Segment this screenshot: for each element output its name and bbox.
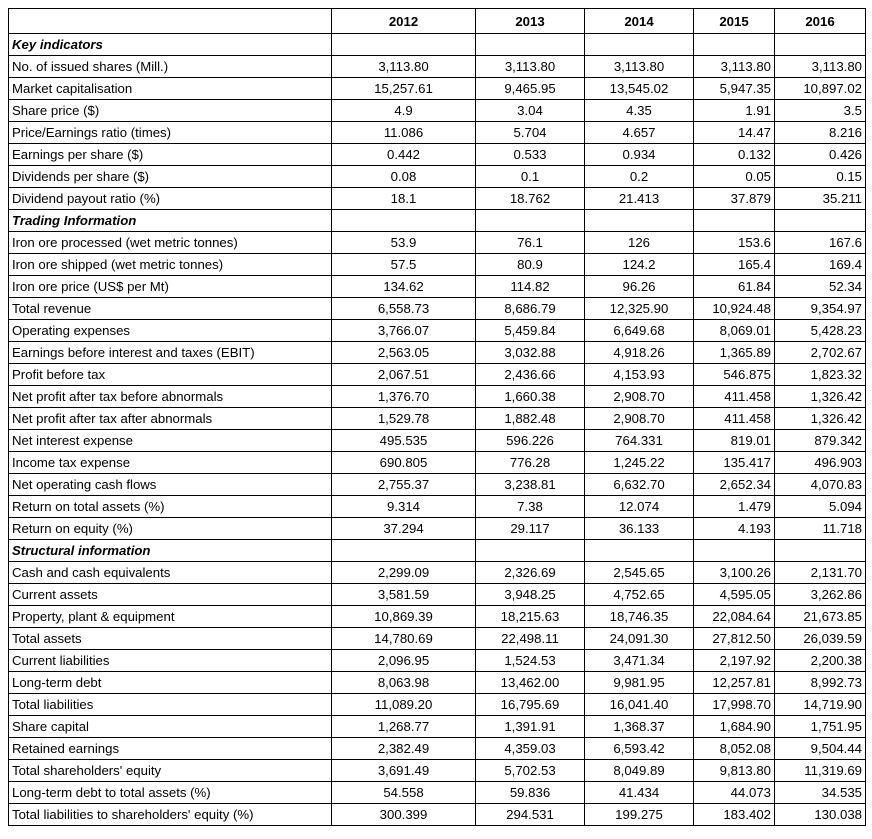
year-header: 2012 xyxy=(332,9,476,34)
value-cell xyxy=(694,210,775,232)
value-cell: 22,084.64 xyxy=(694,606,775,628)
row-label: Income tax expense xyxy=(9,452,332,474)
value-cell: 57.5 xyxy=(332,254,476,276)
value-cell: 44.073 xyxy=(694,782,775,804)
table-row xyxy=(9,474,866,496)
value-cell: 17,998.70 xyxy=(694,694,775,716)
value-cell xyxy=(476,34,585,56)
table-row xyxy=(9,298,866,320)
value-cell: 27,812.50 xyxy=(694,628,775,650)
value-cell: 18.1 xyxy=(332,188,476,210)
row-label: Earnings per share ($) xyxy=(9,144,332,166)
value-cell xyxy=(694,34,775,56)
value-cell: 11.086 xyxy=(332,122,476,144)
value-cell: 6,649.68 xyxy=(585,320,694,342)
value-cell: 0.533 xyxy=(476,144,585,166)
value-cell: 34.535 xyxy=(775,782,866,804)
value-cell xyxy=(332,210,476,232)
value-cell: 4,752.65 xyxy=(585,584,694,606)
value-cell: 18,215.63 xyxy=(476,606,585,628)
value-cell: 16,041.40 xyxy=(585,694,694,716)
value-cell xyxy=(585,210,694,232)
row-label: Cash and cash equivalents xyxy=(9,562,332,584)
value-cell: 4.193 xyxy=(694,518,775,540)
value-cell: 2,755.37 xyxy=(332,474,476,496)
table-row xyxy=(9,760,866,782)
value-cell: 37.294 xyxy=(332,518,476,540)
value-cell: 9,981.95 xyxy=(585,672,694,694)
section-heading: Structural information xyxy=(9,540,332,562)
value-cell: 165.4 xyxy=(694,254,775,276)
row-label: Earnings before interest and taxes (EBIT) xyxy=(9,342,332,364)
value-cell: 3,948.25 xyxy=(476,584,585,606)
header-row xyxy=(9,9,866,34)
header-empty-cell xyxy=(9,9,332,34)
value-cell: 6,558.73 xyxy=(332,298,476,320)
table-row xyxy=(9,518,866,540)
value-cell: 411.458 xyxy=(694,386,775,408)
row-label: Return on equity (%) xyxy=(9,518,332,540)
table-row xyxy=(9,430,866,452)
value-cell: 1,245.22 xyxy=(585,452,694,474)
row-label: Dividends per share ($) xyxy=(9,166,332,188)
value-cell: 0.934 xyxy=(585,144,694,166)
section-heading: Key indicators xyxy=(9,34,332,56)
table-row xyxy=(9,342,866,364)
table-row xyxy=(9,738,866,760)
value-cell: 2,197.92 xyxy=(694,650,775,672)
year-header: 2016 xyxy=(775,9,866,34)
value-cell: 26,039.59 xyxy=(775,628,866,650)
value-cell: 12,257.81 xyxy=(694,672,775,694)
value-cell: 4,070.83 xyxy=(775,474,866,496)
value-cell: 3,113.80 xyxy=(585,56,694,78)
value-cell: 12.074 xyxy=(585,496,694,518)
value-cell: 1,365.89 xyxy=(694,342,775,364)
value-cell: 9,504.44 xyxy=(775,738,866,760)
row-label: Total revenue xyxy=(9,298,332,320)
year-header: 2015 xyxy=(694,9,775,34)
value-cell: 13,545.02 xyxy=(585,78,694,100)
financial-summary-table xyxy=(8,8,866,826)
table-row xyxy=(9,56,866,78)
value-cell: 37.879 xyxy=(694,188,775,210)
table-row xyxy=(9,782,866,804)
table-row xyxy=(9,188,866,210)
value-cell: 2,131.70 xyxy=(775,562,866,584)
value-cell: 16,795.69 xyxy=(476,694,585,716)
value-cell: 2,326.69 xyxy=(476,562,585,584)
value-cell: 6,632.70 xyxy=(585,474,694,496)
value-cell: 8,069.01 xyxy=(694,320,775,342)
value-cell: 18,746.35 xyxy=(585,606,694,628)
value-cell: 0.442 xyxy=(332,144,476,166)
value-cell xyxy=(585,540,694,562)
value-cell: 13,462.00 xyxy=(476,672,585,694)
value-cell: 169.4 xyxy=(775,254,866,276)
row-label: Net profit after tax before abnormals xyxy=(9,386,332,408)
value-cell: 3,262.86 xyxy=(775,584,866,606)
value-cell: 1,882.48 xyxy=(476,408,585,430)
value-cell: 2,908.70 xyxy=(585,408,694,430)
table-row xyxy=(9,672,866,694)
value-cell: 10,869.39 xyxy=(332,606,476,628)
table-row xyxy=(9,364,866,386)
value-cell: 2,652.34 xyxy=(694,474,775,496)
value-cell: 0.15 xyxy=(775,166,866,188)
row-label: Return on total assets (%) xyxy=(9,496,332,518)
value-cell: 3,581.59 xyxy=(332,584,476,606)
row-label: Operating expenses xyxy=(9,320,332,342)
value-cell: 2,200.38 xyxy=(775,650,866,672)
table-row xyxy=(9,584,866,606)
value-cell: 3,471.34 xyxy=(585,650,694,672)
table-row xyxy=(9,320,866,342)
value-cell xyxy=(775,34,866,56)
value-cell: 0.426 xyxy=(775,144,866,166)
value-cell: 135.417 xyxy=(694,452,775,474)
value-cell: 3,032.88 xyxy=(476,342,585,364)
value-cell xyxy=(332,540,476,562)
section-row xyxy=(9,540,866,562)
value-cell: 7.38 xyxy=(476,496,585,518)
value-cell: 8,686.79 xyxy=(476,298,585,320)
row-label: Current liabilities xyxy=(9,650,332,672)
value-cell xyxy=(694,540,775,562)
value-cell: 1,326.42 xyxy=(775,408,866,430)
value-cell: 764.331 xyxy=(585,430,694,452)
value-cell: 1,376.70 xyxy=(332,386,476,408)
value-cell: 35.211 xyxy=(775,188,866,210)
table-row xyxy=(9,694,866,716)
value-cell: 54.558 xyxy=(332,782,476,804)
value-cell: 76.1 xyxy=(476,232,585,254)
value-cell xyxy=(476,540,585,562)
value-cell: 3,766.07 xyxy=(332,320,476,342)
table-row xyxy=(9,562,866,584)
value-cell: 14,780.69 xyxy=(332,628,476,650)
value-cell: 496.903 xyxy=(775,452,866,474)
value-cell: 879.342 xyxy=(775,430,866,452)
value-cell: 4.657 xyxy=(585,122,694,144)
value-cell: 12,325.90 xyxy=(585,298,694,320)
value-cell: 21,673.85 xyxy=(775,606,866,628)
row-label: Total liabilities to shareholders' equity (%) xyxy=(9,804,332,826)
value-cell: 8.216 xyxy=(775,122,866,144)
value-cell: 3,238.81 xyxy=(476,474,585,496)
value-cell: 53.9 xyxy=(332,232,476,254)
table-row xyxy=(9,716,866,738)
table-row xyxy=(9,606,866,628)
value-cell: 3.5 xyxy=(775,100,866,122)
row-label: Iron ore price (US$ per Mt) xyxy=(9,276,332,298)
value-cell: 2,545.65 xyxy=(585,562,694,584)
value-cell: 4,595.05 xyxy=(694,584,775,606)
value-cell: 1,391.91 xyxy=(476,716,585,738)
value-cell: 8,052.08 xyxy=(694,738,775,760)
value-cell: 29.117 xyxy=(476,518,585,540)
table-row xyxy=(9,232,866,254)
value-cell: 2,563.05 xyxy=(332,342,476,364)
value-cell: 14,719.90 xyxy=(775,694,866,716)
row-label: Total liabilities xyxy=(9,694,332,716)
value-cell: 1,524.53 xyxy=(476,650,585,672)
value-cell: 10,924.48 xyxy=(694,298,775,320)
value-cell: 1.91 xyxy=(694,100,775,122)
value-cell: 0.08 xyxy=(332,166,476,188)
value-cell: 5.094 xyxy=(775,496,866,518)
value-cell xyxy=(332,34,476,56)
value-cell: 11,089.20 xyxy=(332,694,476,716)
table-row xyxy=(9,496,866,518)
value-cell: 124.2 xyxy=(585,254,694,276)
value-cell: 3,113.80 xyxy=(332,56,476,78)
value-cell: 2,436.66 xyxy=(476,364,585,386)
value-cell: 819.01 xyxy=(694,430,775,452)
row-label: Net interest expense xyxy=(9,430,332,452)
value-cell: 1,529.78 xyxy=(332,408,476,430)
section-row xyxy=(9,210,866,232)
table-row xyxy=(9,386,866,408)
row-label: Share capital xyxy=(9,716,332,738)
row-label: Net operating cash flows xyxy=(9,474,332,496)
row-label: Current assets xyxy=(9,584,332,606)
value-cell: 5,702.53 xyxy=(476,760,585,782)
row-label: Net profit after tax after abnormals xyxy=(9,408,332,430)
value-cell: 11,319.69 xyxy=(775,760,866,782)
table-row xyxy=(9,78,866,100)
row-label: Total assets xyxy=(9,628,332,650)
value-cell: 5,428.23 xyxy=(775,320,866,342)
value-cell: 15,257.61 xyxy=(332,78,476,100)
value-cell: 2,382.49 xyxy=(332,738,476,760)
value-cell: 411.458 xyxy=(694,408,775,430)
table-row xyxy=(9,408,866,430)
row-label: Long-term debt xyxy=(9,672,332,694)
value-cell: 21.413 xyxy=(585,188,694,210)
value-cell: 134.62 xyxy=(332,276,476,298)
value-cell: 5,459.84 xyxy=(476,320,585,342)
value-cell xyxy=(775,540,866,562)
value-cell: 167.6 xyxy=(775,232,866,254)
table-row xyxy=(9,276,866,298)
value-cell: 24,091.30 xyxy=(585,628,694,650)
row-label: Share price ($) xyxy=(9,100,332,122)
value-cell: 0.05 xyxy=(694,166,775,188)
year-header: 2014 xyxy=(585,9,694,34)
value-cell: 1,684.90 xyxy=(694,716,775,738)
value-cell: 61.84 xyxy=(694,276,775,298)
value-cell: 300.399 xyxy=(332,804,476,826)
value-cell: 9,813.80 xyxy=(694,760,775,782)
value-cell: 495.535 xyxy=(332,430,476,452)
value-cell: 1,268.77 xyxy=(332,716,476,738)
value-cell: 690.805 xyxy=(332,452,476,474)
value-cell: 4.9 xyxy=(332,100,476,122)
value-cell: 14.47 xyxy=(694,122,775,144)
value-cell: 546.875 xyxy=(694,364,775,386)
value-cell: 0.2 xyxy=(585,166,694,188)
value-cell: 294.531 xyxy=(476,804,585,826)
value-cell: 22,498.11 xyxy=(476,628,585,650)
value-cell: 59.836 xyxy=(476,782,585,804)
row-label: Iron ore processed (wet metric tonnes) xyxy=(9,232,332,254)
value-cell: 3,113.80 xyxy=(476,56,585,78)
value-cell: 1,751.95 xyxy=(775,716,866,738)
value-cell: 96.26 xyxy=(585,276,694,298)
year-header: 2013 xyxy=(476,9,585,34)
table-row xyxy=(9,144,866,166)
value-cell xyxy=(585,34,694,56)
value-cell: 52.34 xyxy=(775,276,866,298)
value-cell: 18.762 xyxy=(476,188,585,210)
value-cell: 776.28 xyxy=(476,452,585,474)
value-cell: 36.133 xyxy=(585,518,694,540)
table-row xyxy=(9,166,866,188)
value-cell: 2,908.70 xyxy=(585,386,694,408)
table-row xyxy=(9,628,866,650)
value-cell: 1,660.38 xyxy=(476,386,585,408)
row-label: Price/Earnings ratio (times) xyxy=(9,122,332,144)
value-cell: 199.275 xyxy=(585,804,694,826)
table-row xyxy=(9,100,866,122)
table-row xyxy=(9,650,866,672)
row-label: Dividend payout ratio (%) xyxy=(9,188,332,210)
value-cell: 1,326.42 xyxy=(775,386,866,408)
value-cell: 4,153.93 xyxy=(585,364,694,386)
table-row xyxy=(9,254,866,276)
row-label: Iron ore shipped (wet metric tonnes) xyxy=(9,254,332,276)
table-row xyxy=(9,452,866,474)
value-cell: 11.718 xyxy=(775,518,866,540)
value-cell: 183.402 xyxy=(694,804,775,826)
value-cell: 126 xyxy=(585,232,694,254)
section-heading: Trading Information xyxy=(9,210,332,232)
value-cell: 8,063.98 xyxy=(332,672,476,694)
value-cell: 4,918.26 xyxy=(585,342,694,364)
value-cell: 3.04 xyxy=(476,100,585,122)
value-cell: 9.314 xyxy=(332,496,476,518)
value-cell xyxy=(775,210,866,232)
row-label: Total shareholders' equity xyxy=(9,760,332,782)
value-cell: 10,897.02 xyxy=(775,78,866,100)
value-cell: 8,049.89 xyxy=(585,760,694,782)
value-cell: 41.434 xyxy=(585,782,694,804)
value-cell: 5.704 xyxy=(476,122,585,144)
value-cell: 4,359.03 xyxy=(476,738,585,760)
table-body xyxy=(9,34,866,826)
value-cell: 2,096.95 xyxy=(332,650,476,672)
table-row xyxy=(9,804,866,826)
value-cell: 8,992.73 xyxy=(775,672,866,694)
value-cell: 596.226 xyxy=(476,430,585,452)
value-cell: 1.479 xyxy=(694,496,775,518)
value-cell: 0.1 xyxy=(476,166,585,188)
table-row xyxy=(9,122,866,144)
value-cell: 9,465.95 xyxy=(476,78,585,100)
row-label: No. of issued shares (Mill.) xyxy=(9,56,332,78)
value-cell xyxy=(476,210,585,232)
value-cell: 130.038 xyxy=(775,804,866,826)
value-cell: 114.82 xyxy=(476,276,585,298)
value-cell: 5,947.35 xyxy=(694,78,775,100)
value-cell: 6,593.42 xyxy=(585,738,694,760)
row-label: Property, plant & equipment xyxy=(9,606,332,628)
value-cell: 2,702.67 xyxy=(775,342,866,364)
value-cell: 0.132 xyxy=(694,144,775,166)
value-cell: 153.6 xyxy=(694,232,775,254)
value-cell: 80.9 xyxy=(476,254,585,276)
value-cell: 4.35 xyxy=(585,100,694,122)
value-cell: 3,100.26 xyxy=(694,562,775,584)
value-cell: 3,113.80 xyxy=(694,56,775,78)
value-cell: 9,354.97 xyxy=(775,298,866,320)
row-label: Retained earnings xyxy=(9,738,332,760)
value-cell: 3,113.80 xyxy=(775,56,866,78)
value-cell: 2,067.51 xyxy=(332,364,476,386)
row-label: Market capitalisation xyxy=(9,78,332,100)
value-cell: 3,691.49 xyxy=(332,760,476,782)
value-cell: 1,823.32 xyxy=(775,364,866,386)
value-cell: 1,368.37 xyxy=(585,716,694,738)
section-row xyxy=(9,34,866,56)
row-label: Long-term debt to total assets (%) xyxy=(9,782,332,804)
value-cell: 2,299.09 xyxy=(332,562,476,584)
row-label: Profit before tax xyxy=(9,364,332,386)
